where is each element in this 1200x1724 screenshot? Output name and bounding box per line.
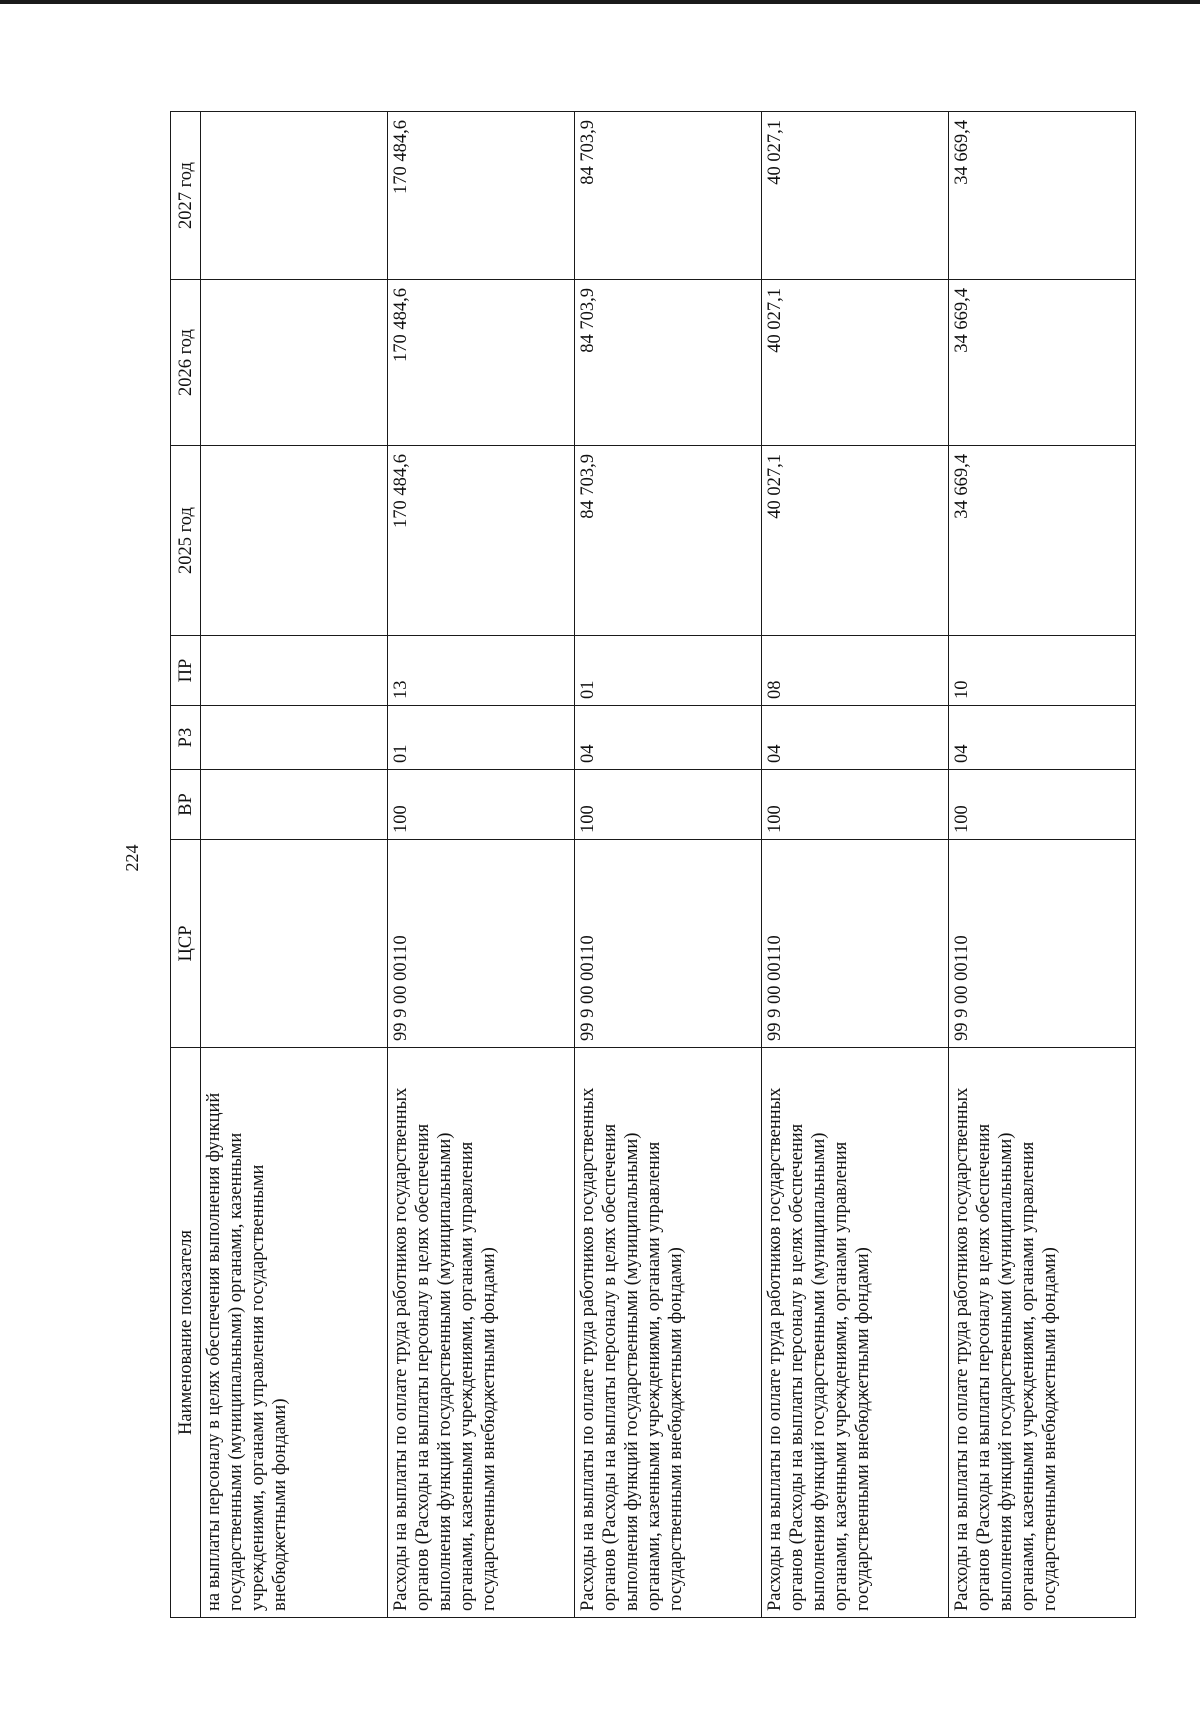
cell-rz [201, 706, 388, 770]
cell-2025: 34 669,4 [949, 446, 1136, 636]
cell-vr: 100 [762, 770, 949, 840]
cell-rz: 04 [949, 706, 1136, 770]
page-number: 224 [122, 844, 142, 872]
header-pr: ПР [171, 636, 201, 706]
cell-2027: 84 703,9 [575, 112, 762, 280]
cell-vr: 100 [575, 770, 762, 840]
cell-2025: 170 484,6 [388, 446, 575, 636]
header-2025: 2025 год [171, 446, 201, 636]
table-header-row [171, 112, 201, 1618]
cell-vr [201, 770, 388, 840]
cell-pr: 01 [575, 636, 762, 706]
cell-2026: 34 669,4 [949, 280, 1136, 446]
cell-rz: 04 [762, 706, 949, 770]
cell-csr [201, 840, 388, 1048]
table-row [949, 112, 1136, 1618]
header-2026: 2026 год [171, 280, 201, 446]
scan-edge [0, 0, 1200, 4]
cell-name: на выплаты персоналу в целях обеспечения выполнения функций государственными (муниципальными) органами, казенными учреждениями, органами управления государственными внебюджетными фондами) [201, 1048, 388, 1618]
header-name: Наименование показателя [171, 1048, 201, 1618]
cell-2026: 84 703,9 [575, 280, 762, 446]
cell-rz: 04 [575, 706, 762, 770]
cell-2025: 40 027,1 [762, 446, 949, 636]
header-2027: 2027 год [171, 112, 201, 280]
cell-csr: 99 9 00 00110 [762, 840, 949, 1048]
cell-2025: 84 703,9 [575, 446, 762, 636]
cell-vr: 100 [949, 770, 1136, 840]
header-vr: ВР [171, 770, 201, 840]
cell-csr: 99 9 00 00110 [949, 840, 1136, 1048]
table-container [170, 112, 1136, 1618]
cell-vr: 100 [388, 770, 575, 840]
cell-pr [201, 636, 388, 706]
table-row [575, 112, 762, 1618]
header-rz: РЗ [171, 706, 201, 770]
cell-2026 [201, 280, 388, 446]
cell-2025 [201, 446, 388, 636]
cell-name: Расходы на выплаты по оплате труда работников государственных органов (Расходы на выплаты персоналу в целях обеспечения выполнения функций государственными (муниципальными) органами, казенными учреждениями, органами управления государственными внебюджетными фондами) [949, 1048, 1136, 1618]
table-row [388, 112, 575, 1618]
rotated-table-frame [170, 112, 1136, 1618]
cell-csr: 99 9 00 00110 [575, 840, 762, 1048]
cell-rz: 01 [388, 706, 575, 770]
table-row [762, 112, 949, 1618]
cell-2026: 40 027,1 [762, 280, 949, 446]
cell-2027: 170 484,6 [388, 112, 575, 280]
budget-table [170, 111, 1136, 1618]
cell-2027: 34 669,4 [949, 112, 1136, 280]
cell-pr: 08 [762, 636, 949, 706]
cell-pr: 10 [949, 636, 1136, 706]
cell-csr: 99 9 00 00110 [388, 840, 575, 1048]
cell-name: Расходы на выплаты по оплате труда работников государственных органов (Расходы на выплаты персоналу в целях обеспечения выполнения функций государственными (муниципальными) органами, казенными учреждениями, органами управления государственными внебюджетными фондами) [762, 1048, 949, 1618]
header-csr: ЦСР [171, 840, 201, 1048]
cell-name: Расходы на выплаты по оплате труда работников государственных органов (Расходы на выплаты персоналу в целях обеспечения выполнения функций государственными (муниципальными) органами, казенными учреждениями, органами управления государственными внебюджетными фондами) [388, 1048, 575, 1618]
cell-2026: 170 484,6 [388, 280, 575, 446]
cell-2027 [201, 112, 388, 280]
cell-2027: 40 027,1 [762, 112, 949, 280]
cell-name: Расходы на выплаты по оплате труда работников государственных органов (Расходы на выплаты персоналу в целях обеспечения выполнения функций государственными (муниципальными) органами, казенными учреждениями, органами управления государственными внебюджетными фондами) [575, 1048, 762, 1618]
cell-pr: 13 [388, 636, 575, 706]
table-row [201, 112, 388, 1618]
